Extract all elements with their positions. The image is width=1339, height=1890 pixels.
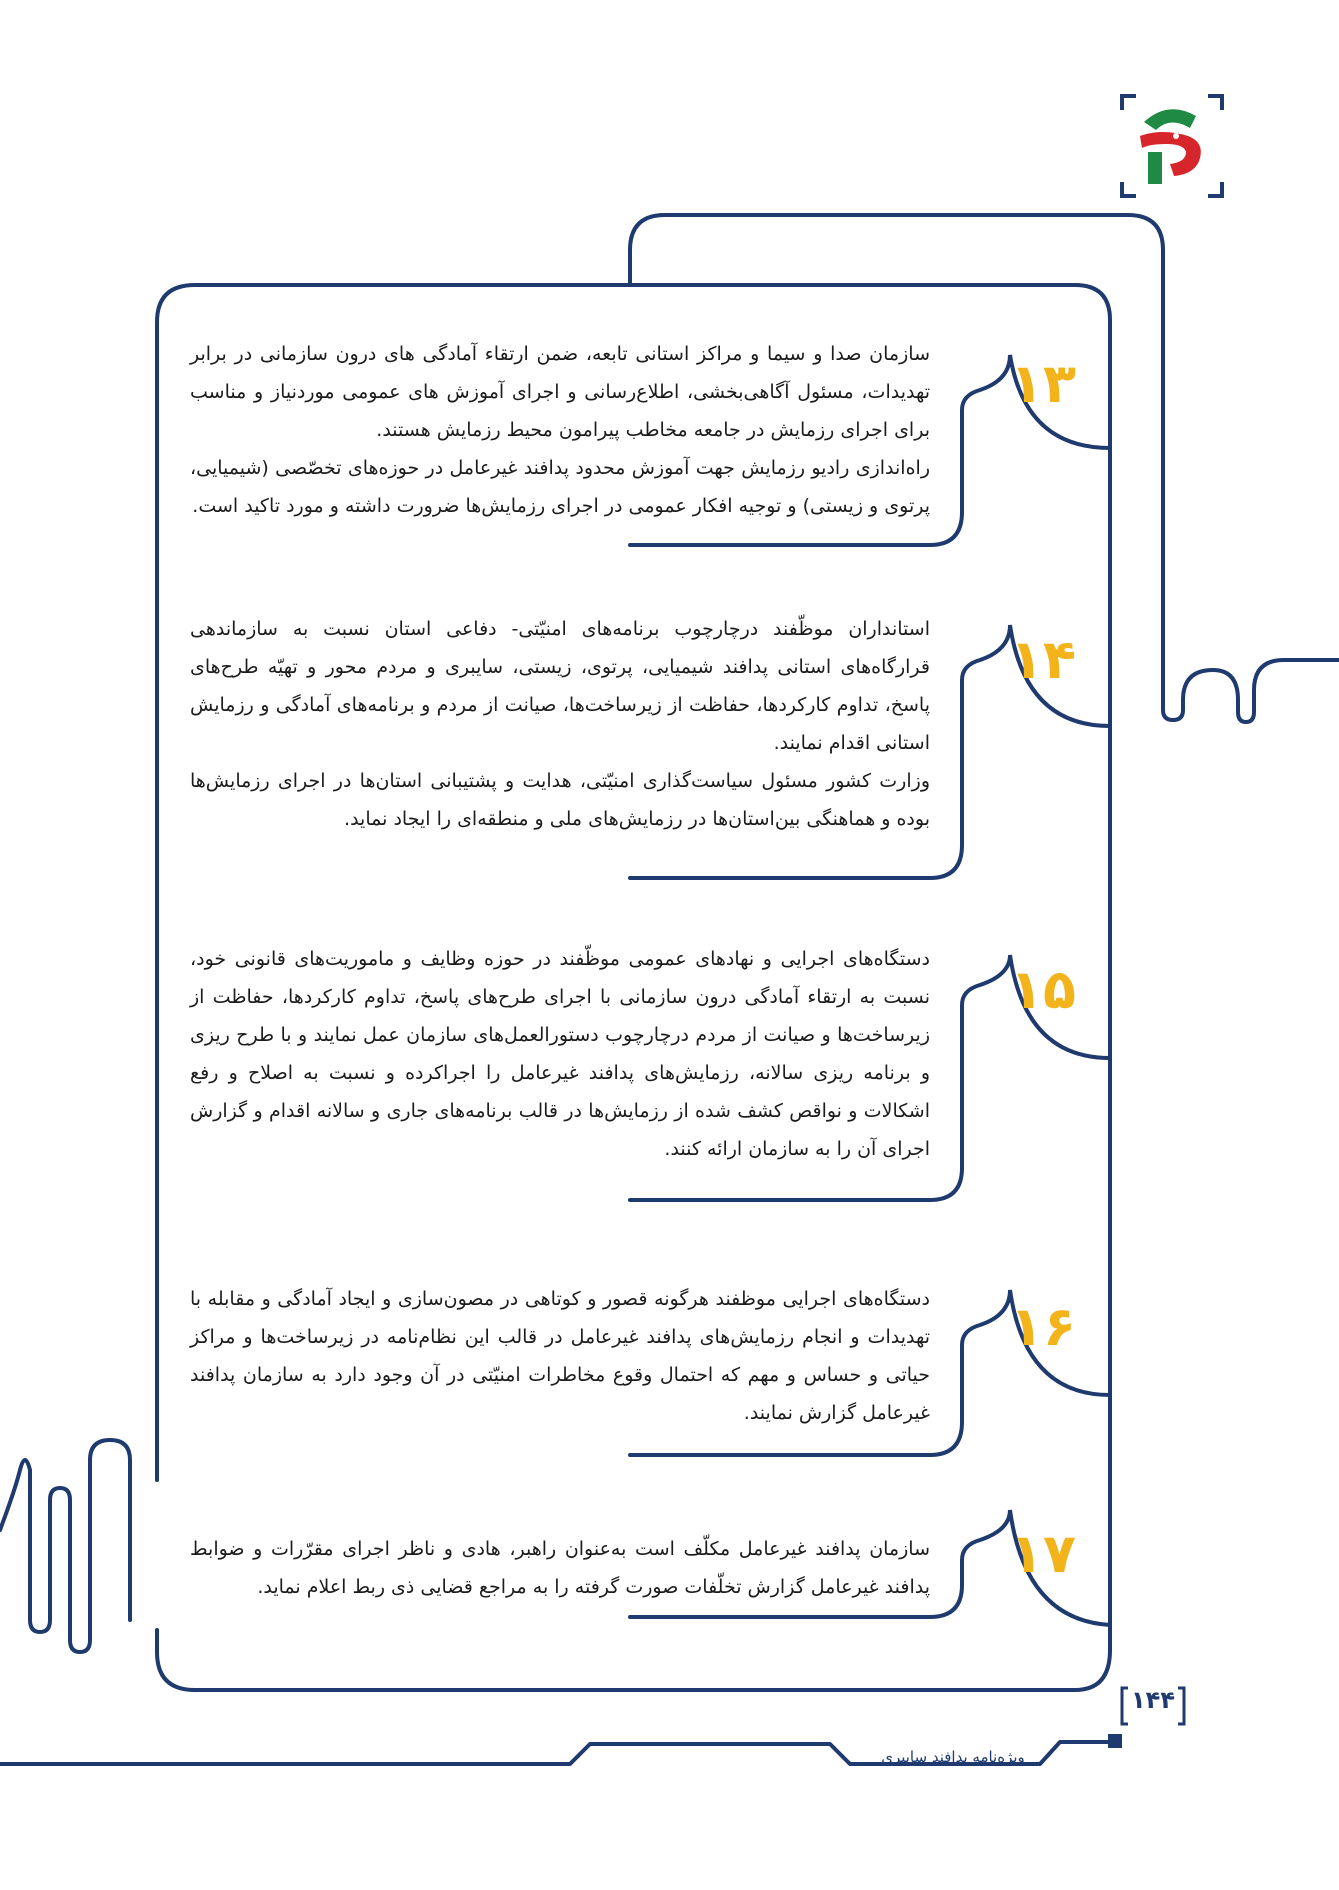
item-17-paragraph-1: سازمان پدافند غیرعامل مکلّف است به‌عنوان راهبر، هادی و ناظر اجرای مقرّرات و ضوابط پدافند غیرعامل گزارش تخلّفات صورت گرفته را به مراجع قضایی ذی ربط اعلام نماید. bbox=[190, 1538, 930, 1598]
item-13-paragraph-1: سازمان صدا و سیما و مراکز استانی تابعه، ضمن ارتقاء آمادگی های درون سازمانی در برابر تهدیدات، مسئول آگاهی‌بخشی، اطلاع‌رسانی و اجرای آموزش های عمومی موردنیاز و مناسب برای اجرای رزمایش در جامعه مخاطب پیرامون محیط رزمایش هستند. bbox=[190, 343, 930, 441]
footer-title: ویژه‌نامه پدافند سایبری bbox=[881, 1748, 1025, 1766]
list-item bbox=[190, 1280, 930, 1432]
page-number: ۱۴۴ bbox=[1131, 1686, 1175, 1714]
item-15-paragraph-1: دستگاه‌های اجرایی و نهادهای عمومی موظّفند در حوزه وظایف و ماموریت‌های قانونی خود، نسبت به ارتقاء آمادگی درون سازمانی با اجرای طرح‌های پاسخ، تداوم کارکردها، حفاظت از زیرساخت‌ها و صیانت از مردم درچارچوب دستورالعمل‌های سازمان عمل نمایند و با طرح ریزی و برنامه ریزی سالانه، رزمایش‌های پدافند غیرعامل را اجراکرده و نسبت به اصلاح و رفع اشکالات و نواقص کشف شده از رزمایش‌ها در قالب برنامه‌های جاری و سالانه اقدام و گزارش اجرای آن را به سازمان ارائه کنند. bbox=[190, 948, 930, 1160]
list-item bbox=[190, 1530, 930, 1606]
item-number-17: ۱۷ bbox=[1010, 1522, 1076, 1585]
item-number-16: ۱۶ bbox=[1010, 1295, 1076, 1358]
item-14-paragraph-1: استانداران موظّفند درچارچوب برنامه‌های امنیّتی- دفاعی استان نسبت به سازماندهی قرارگاه‌های استانی پدافند شیمیایی، پرتوی، زیستی، سایبری و مردم محور و تهیّه طرح‌های پاسخ، تداوم کارکردها، حفاظت از زیرساخت‌ها، صیانت از مردم و برنامه‌های آمادگی و رزمایش استانی اقدام نمایند. bbox=[190, 618, 930, 754]
list-item bbox=[190, 335, 930, 525]
footer-square bbox=[1108, 1734, 1122, 1748]
logo-emblem-icon bbox=[1118, 92, 1226, 200]
item-13-paragraph-2: راه‌اندازی رادیو رزمایش جهت آموزش محدود پدافند غیرعامل در حوزه‌های تخصّصی (شیمیایی، پرتوی و زیستی) و توجیه افکار عمومی در اجرای رزمایش‌ها ضرورت داشته و مورد تاکید است. bbox=[190, 457, 930, 517]
item-16-paragraph-1: دستگاه‌های اجرایی موظفند هرگونه قصور و کوتاهی در مصون‌سازی و ایجاد آمادگی و مقابله با تهدیدات و انجام رزمایش‌های پدافند غیرعامل در قالب این نظام‌نامه در زیرساخت‌ها و مراکز حیاتی و حساس و مهم که احتمال وقوع مخاطرات امنیّتی در آن وجود دارد به سازمان پدافند غیرعامل گزارش نمایند. bbox=[190, 1288, 930, 1424]
list-item bbox=[190, 940, 930, 1168]
item-number-13: ۱۳ bbox=[1010, 352, 1076, 415]
list-item bbox=[190, 610, 930, 838]
left-wave bbox=[0, 1440, 130, 1652]
item-number-15: ۱۵ bbox=[1010, 958, 1076, 1021]
item-14-paragraph-2: وزارت کشور مسئول سیاست‌گذاری امنیّتی، هدایت و پشتیبانی استان‌ها در اجرای رزمایش‌ها بوده و هماهنگی بین‌استان‌ها در رزمایش‌های ملی و منطقه‌ای را ایجاد نماید. bbox=[190, 770, 930, 830]
item-number-14: ۱۴ bbox=[1010, 628, 1076, 691]
